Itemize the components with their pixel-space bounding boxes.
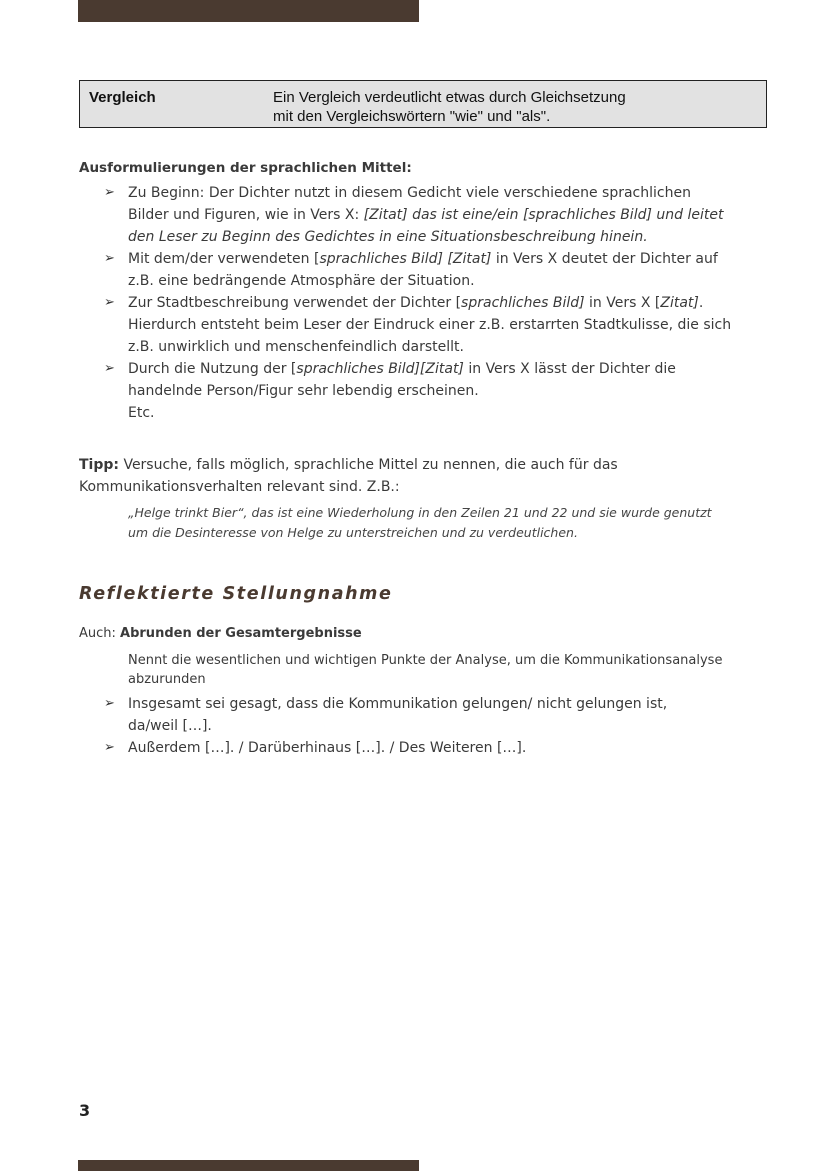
list-item xyxy=(79,248,759,292)
arrowhead-bullet-icon: ➢ xyxy=(104,251,115,266)
item-italic: den Leser zu Beginn des Gedichtes in eine Situationsbeschreibung hinein. xyxy=(128,229,648,245)
item-italic: sprachliches Bild][Zitat] xyxy=(296,361,464,377)
definition-text xyxy=(273,88,626,126)
definition-table xyxy=(79,80,767,128)
item-text: z.B. unwirklich und menschenfeindlich darstellt. xyxy=(128,339,464,355)
item-italic: sprachliches Bild] [Zitat] xyxy=(319,251,492,267)
nennt-line: Nennt die wesentlichen und wichtigen Punkte der Analyse, um die Kommunikationsanalyse xyxy=(128,653,723,668)
ausformulierungen-list xyxy=(79,182,759,424)
item-text: z.B. eine bedrängende Atmosphäre der Situation. xyxy=(128,273,475,289)
arrowhead-bullet-icon: ➢ xyxy=(104,740,115,755)
item-italic: [Zitat] das ist eine/ein [sprachliches Bild] und leitet xyxy=(363,207,724,223)
tipp-label: Tipp: xyxy=(79,457,119,473)
item-text: Zu Beginn: Der Dichter nutzt in diesem Gedicht viele verschiedene sprachlichen xyxy=(128,185,691,201)
etc-text: Etc. xyxy=(128,405,155,421)
auch-line xyxy=(79,626,362,641)
stellungnahme-list xyxy=(79,693,759,759)
list-item xyxy=(79,737,759,759)
auch-bold: Abrunden der Gesamtergebnisse xyxy=(120,626,362,641)
definition-line-2: mit den Vergleichswörtern "wie" und "als". xyxy=(273,108,551,125)
arrowhead-bullet-icon: ➢ xyxy=(104,361,115,376)
item-italic: sprachliches Bild] xyxy=(461,295,585,311)
section-title: Reflektierte Stellungnahme xyxy=(79,584,393,604)
arrowhead-bullet-icon: ➢ xyxy=(104,696,115,711)
auch-label: Auch: xyxy=(79,626,121,641)
arrowhead-bullet-icon: ➢ xyxy=(104,185,115,200)
tipp-text: Versuche, falls möglich, sprachliche Mittel zu nennen, die auch für das xyxy=(119,457,618,473)
nennt-paragraph xyxy=(128,651,768,689)
item-text: Durch die Nutzung der [ xyxy=(128,361,297,377)
list-item xyxy=(79,182,759,248)
definition-term: Vergleich xyxy=(89,89,156,106)
item-text: in Vers X [ xyxy=(584,295,661,311)
footer-bar xyxy=(78,1160,419,1171)
arrowhead-bullet-icon: ➢ xyxy=(104,295,115,310)
tipp-text: Kommunikationsverhalten relevant sind. Z.B.: xyxy=(79,479,400,495)
page-number: 3 xyxy=(79,1101,91,1120)
tipp-paragraph xyxy=(79,454,759,498)
header-bar xyxy=(78,0,419,22)
item-text: . xyxy=(698,295,704,311)
example-quote xyxy=(128,503,758,543)
list-item xyxy=(79,358,759,402)
nennt-line: abzurunden xyxy=(128,672,206,687)
item-text: Hierdurch entsteht beim Leser der Eindruck einer z.B. erstarrten Stadtkulisse, die sich xyxy=(128,317,732,333)
item-text: in Vers X deutet der Dichter auf xyxy=(491,251,718,267)
quote-line: „Helge trinkt Bier“, das ist eine Wiederholung in den Zeilen 21 und 22 und sie wurde genutzt xyxy=(128,505,712,520)
item-text: Insgesamt sei gesagt, dass die Kommunikation gelungen/ nicht gelungen ist, xyxy=(128,696,668,712)
item-text: in Vers X lässt der Dichter die xyxy=(463,361,676,377)
item-text: Zur Stadtbeschreibung verwendet der Dichter [ xyxy=(128,295,462,311)
item-italic: Zitat] xyxy=(660,295,699,311)
item-text: Außerdem […]. / Darüberhinaus […]. / Des Weiteren […]. xyxy=(128,740,527,756)
item-text: handelnde Person/Figur sehr lebendig erscheinen. xyxy=(128,383,479,399)
list-item xyxy=(79,693,759,737)
ausformulierungen-heading: Ausformulierungen der sprachlichen Mittel: xyxy=(79,160,412,176)
item-text: Mit dem/der verwendeten [ xyxy=(128,251,320,267)
item-text: Bilder und Figuren, wie in Vers X: xyxy=(128,207,364,223)
item-text: da/weil […]. xyxy=(128,718,212,734)
quote-line: um die Desinteresse von Helge zu unterstreichen und zu verdeutlichen. xyxy=(128,525,578,540)
list-item xyxy=(79,292,759,358)
definition-line-1: Ein Vergleich verdeutlicht etwas durch Gleichsetzung xyxy=(273,89,626,106)
